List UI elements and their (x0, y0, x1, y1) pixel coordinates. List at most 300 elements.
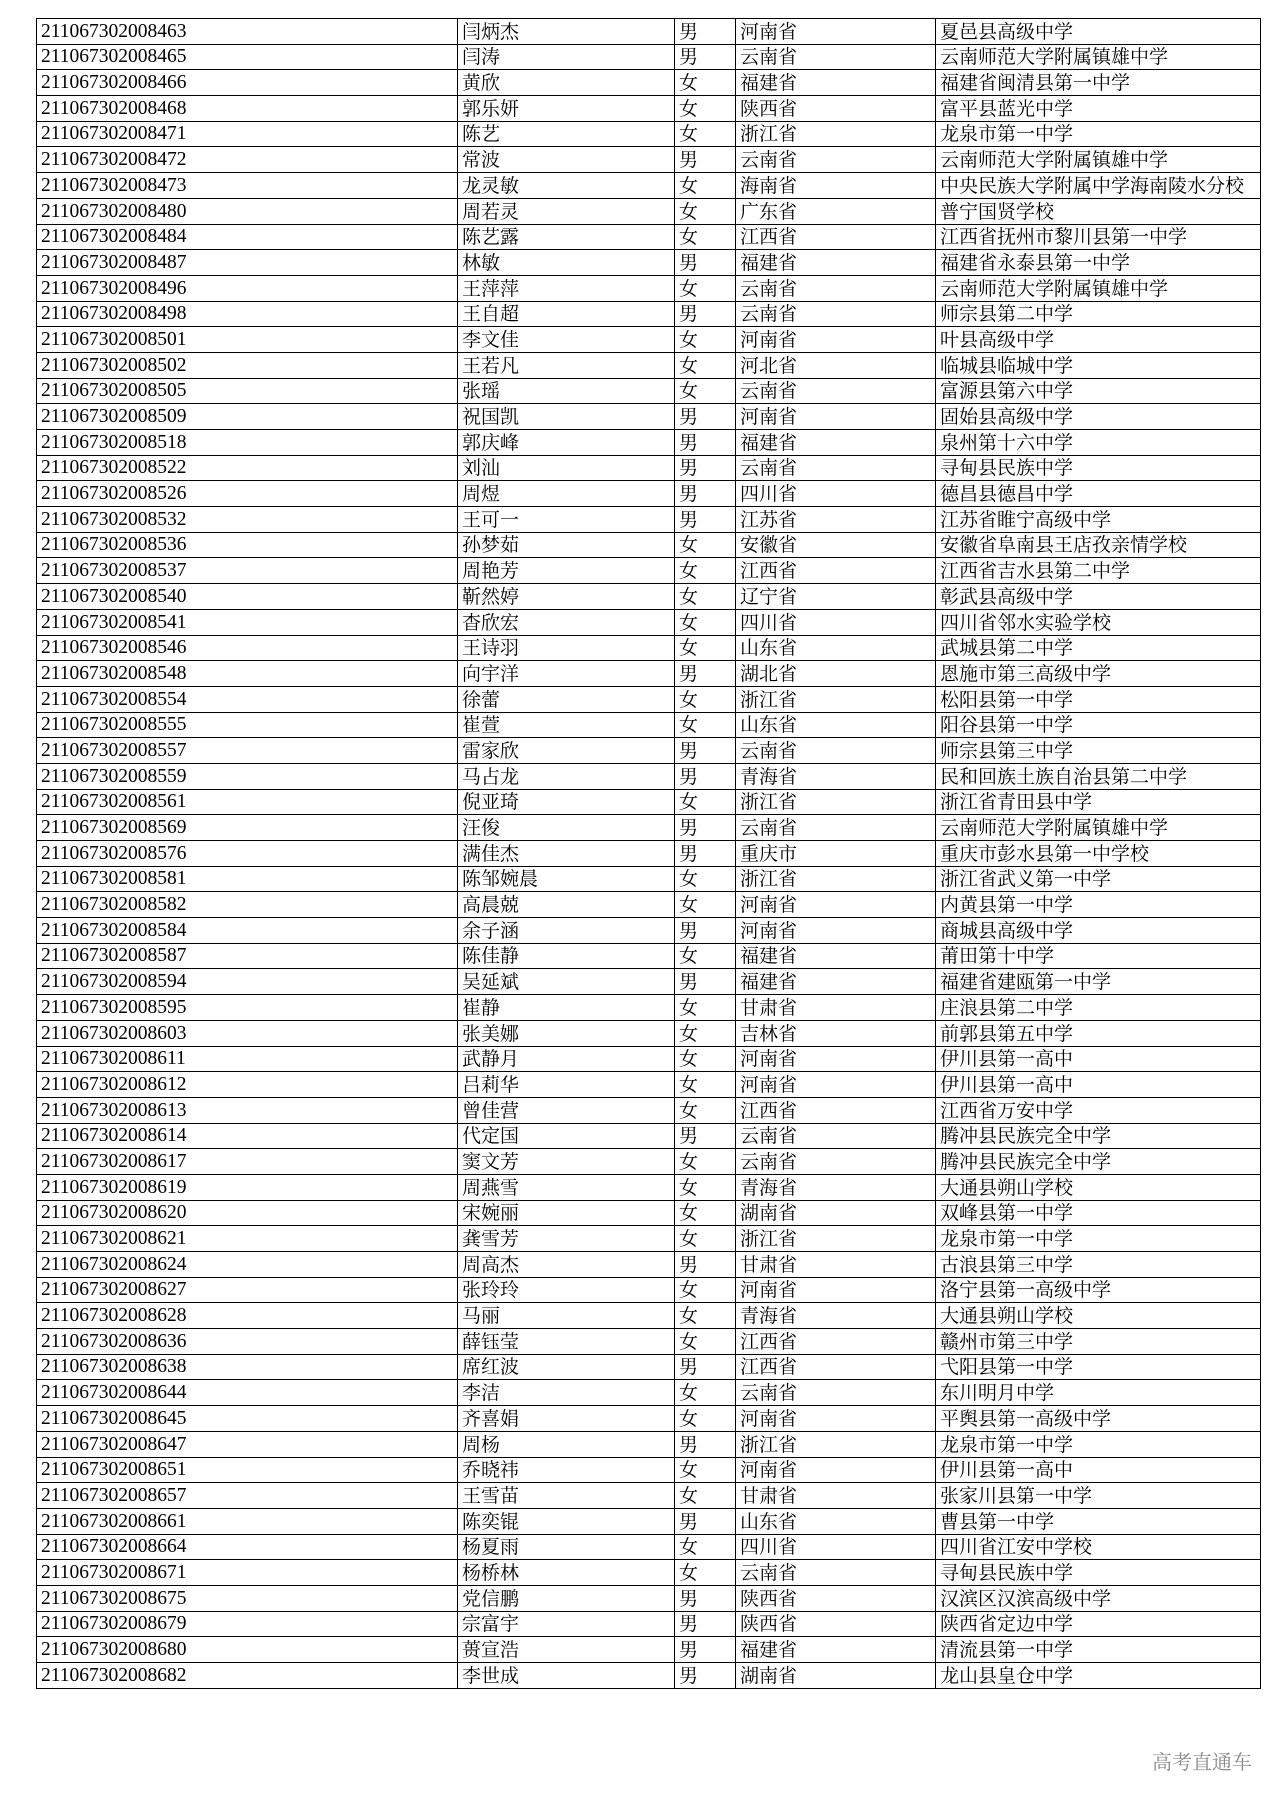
school-cell: 陕西省定边中学 (936, 1611, 1261, 1637)
student-name-cell: 马占龙 (458, 763, 675, 789)
province-cell: 河南省 (736, 1457, 936, 1483)
exam-number-cell: 211067302008664 (37, 1534, 458, 1560)
exam-number-cell: 211067302008484 (37, 224, 458, 250)
exam-number-cell: 211067302008468 (37, 96, 458, 122)
gender-cell: 女 (675, 198, 736, 224)
school-cell: 福建省闽清县第一中学 (936, 70, 1261, 96)
exam-number-cell: 211067302008594 (37, 969, 458, 995)
student-name-cell: 郭庆峰 (458, 430, 675, 456)
gender-cell: 女 (675, 558, 736, 584)
student-name-cell: 崔静 (458, 995, 675, 1021)
exam-number-cell: 211067302008546 (37, 635, 458, 661)
province-cell: 浙江省 (736, 686, 936, 712)
gender-cell: 女 (675, 96, 736, 122)
student-name-cell: 孙梦茹 (458, 532, 675, 558)
gender-cell: 女 (675, 224, 736, 250)
province-cell: 福建省 (736, 250, 936, 276)
school-cell: 德昌县德昌中学 (936, 481, 1261, 507)
exam-number-cell: 211067302008463 (37, 19, 458, 45)
exam-number-cell: 211067302008555 (37, 712, 458, 738)
table-row (37, 1611, 1261, 1637)
student-name-cell: 周燕雪 (458, 1174, 675, 1200)
province-cell: 青海省 (736, 763, 936, 789)
gender-cell: 女 (675, 1277, 736, 1303)
student-name-cell: 宋婉丽 (458, 1200, 675, 1226)
school-cell: 江西省吉水县第二中学 (936, 558, 1261, 584)
province-cell: 江西省 (736, 558, 936, 584)
exam-number-cell: 211067302008569 (37, 815, 458, 841)
table-row (37, 430, 1261, 456)
province-cell: 云南省 (736, 378, 936, 404)
school-cell: 民和回族土族自治县第二中学 (936, 763, 1261, 789)
gender-cell: 女 (675, 1329, 736, 1355)
school-cell: 内黄县第一中学 (936, 892, 1261, 918)
province-cell: 河南省 (736, 892, 936, 918)
table-row (37, 1277, 1261, 1303)
table-row (37, 198, 1261, 224)
exam-number-cell: 211067302008587 (37, 943, 458, 969)
province-cell: 重庆市 (736, 841, 936, 867)
student-name-cell: 李洁 (458, 1380, 675, 1406)
exam-number-cell: 211067302008647 (37, 1431, 458, 1457)
school-cell: 江苏省睢宁高级中学 (936, 507, 1261, 533)
gender-cell: 女 (675, 1534, 736, 1560)
school-cell: 富平县蓝光中学 (936, 96, 1261, 122)
table-row (37, 378, 1261, 404)
school-cell: 寻甸县民族中学 (936, 455, 1261, 481)
table-row (37, 96, 1261, 122)
table-row (37, 1123, 1261, 1149)
table-row (37, 404, 1261, 430)
gender-cell: 男 (675, 147, 736, 173)
school-cell: 师宗县第二中学 (936, 301, 1261, 327)
gender-cell: 男 (675, 481, 736, 507)
student-name-cell: 曾佳营 (458, 1097, 675, 1123)
student-name-cell: 龚雪芳 (458, 1226, 675, 1252)
gender-cell: 女 (675, 995, 736, 1021)
gender-cell: 女 (675, 327, 736, 353)
gender-cell: 男 (675, 250, 736, 276)
table-row (37, 1174, 1261, 1200)
student-name-cell: 乔晓祎 (458, 1457, 675, 1483)
exam-number-cell: 211067302008682 (37, 1663, 458, 1689)
student-name-cell: 杨桥林 (458, 1560, 675, 1586)
student-name-cell: 李世成 (458, 1663, 675, 1689)
school-cell: 云南师范大学附属镇雄中学 (936, 275, 1261, 301)
exam-number-cell: 211067302008628 (37, 1303, 458, 1329)
gender-cell: 男 (675, 1637, 736, 1663)
exam-number-cell: 211067302008614 (37, 1123, 458, 1149)
province-cell: 江西省 (736, 1354, 936, 1380)
province-cell: 安徽省 (736, 532, 936, 558)
exam-number-cell: 211067302008619 (37, 1174, 458, 1200)
exam-number-cell: 211067302008505 (37, 378, 458, 404)
province-cell: 湖南省 (736, 1200, 936, 1226)
exam-number-cell: 211067302008679 (37, 1611, 458, 1637)
student-name-cell: 陈艺 (458, 121, 675, 147)
student-name-cell: 高晨兢 (458, 892, 675, 918)
gender-cell: 女 (675, 1046, 736, 1072)
table-row (37, 789, 1261, 815)
school-cell: 龙泉市第一中学 (936, 1226, 1261, 1252)
exam-number-cell: 211067302008680 (37, 1637, 458, 1663)
gender-cell: 男 (675, 1508, 736, 1534)
province-cell: 云南省 (736, 738, 936, 764)
school-cell: 张家川县第一中学 (936, 1483, 1261, 1509)
gender-cell: 男 (675, 738, 736, 764)
gender-cell: 女 (675, 1560, 736, 1586)
exam-number-cell: 211067302008636 (37, 1329, 458, 1355)
school-cell: 汉滨区汉滨高级中学 (936, 1585, 1261, 1611)
table-row (37, 1457, 1261, 1483)
province-cell: 辽宁省 (736, 584, 936, 610)
exam-number-cell: 211067302008537 (37, 558, 458, 584)
school-cell: 夏邑县高级中学 (936, 19, 1261, 45)
gender-cell: 女 (675, 789, 736, 815)
student-name-cell: 王诗羽 (458, 635, 675, 661)
student-name-cell: 闫炳杰 (458, 19, 675, 45)
exam-number-cell: 211067302008472 (37, 147, 458, 173)
student-name-cell: 李文佳 (458, 327, 675, 353)
exam-number-cell: 211067302008624 (37, 1252, 458, 1278)
table-row (37, 532, 1261, 558)
school-cell: 普宁国贤学校 (936, 198, 1261, 224)
student-name-cell: 周高杰 (458, 1252, 675, 1278)
province-cell: 四川省 (736, 481, 936, 507)
school-cell: 东川明月中学 (936, 1380, 1261, 1406)
gender-cell: 男 (675, 1123, 736, 1149)
gender-cell: 女 (675, 70, 736, 96)
exam-number-cell: 211067302008576 (37, 841, 458, 867)
table-row (37, 455, 1261, 481)
exam-number-cell: 211067302008496 (37, 275, 458, 301)
gender-cell: 男 (675, 763, 736, 789)
exam-number-cell: 211067302008627 (37, 1277, 458, 1303)
province-cell: 陕西省 (736, 96, 936, 122)
school-cell: 泉州第十六中学 (936, 430, 1261, 456)
school-cell: 师宗县第三中学 (936, 738, 1261, 764)
student-name-cell: 张瑶 (458, 378, 675, 404)
school-cell: 四川省江安中学校 (936, 1534, 1261, 1560)
student-name-cell: 代定国 (458, 1123, 675, 1149)
exam-number-cell: 211067302008509 (37, 404, 458, 430)
school-cell: 重庆市彭水县第一中学校 (936, 841, 1261, 867)
table-row (37, 275, 1261, 301)
gender-cell: 男 (675, 1663, 736, 1689)
table-row (37, 635, 1261, 661)
province-cell: 湖南省 (736, 1663, 936, 1689)
gender-cell: 女 (675, 1174, 736, 1200)
student-name-cell: 张美娜 (458, 1020, 675, 1046)
school-cell: 安徽省阜南县王店孜亲情学校 (936, 532, 1261, 558)
table-row (37, 507, 1261, 533)
exam-number-cell: 211067302008532 (37, 507, 458, 533)
province-cell: 甘肃省 (736, 1483, 936, 1509)
school-cell: 腾冲县民族完全中学 (936, 1149, 1261, 1175)
school-cell: 大通县朔山学校 (936, 1303, 1261, 1329)
student-name-cell: 常波 (458, 147, 675, 173)
table-row (37, 70, 1261, 96)
school-cell: 福建省永泰县第一中学 (936, 250, 1261, 276)
gender-cell: 男 (675, 1611, 736, 1637)
table-row (37, 815, 1261, 841)
school-cell: 固始县高级中学 (936, 404, 1261, 430)
gender-cell: 女 (675, 892, 736, 918)
province-cell: 云南省 (736, 275, 936, 301)
gender-cell: 女 (675, 1149, 736, 1175)
gender-cell: 女 (675, 275, 736, 301)
exam-number-cell: 211067302008644 (37, 1380, 458, 1406)
gender-cell: 男 (675, 507, 736, 533)
school-cell: 双峰县第一中学 (936, 1200, 1261, 1226)
exam-number-cell: 211067302008540 (37, 584, 458, 610)
student-name-cell: 陈艺露 (458, 224, 675, 250)
province-cell: 江西省 (736, 1329, 936, 1355)
province-cell: 河南省 (736, 404, 936, 430)
gender-cell: 男 (675, 301, 736, 327)
province-cell: 海南省 (736, 173, 936, 199)
roster-sheet (36, 18, 1260, 1689)
exam-number-cell: 211067302008675 (37, 1585, 458, 1611)
table-row (37, 1020, 1261, 1046)
exam-number-cell: 211067302008498 (37, 301, 458, 327)
province-cell: 云南省 (736, 1149, 936, 1175)
province-cell: 青海省 (736, 1174, 936, 1200)
student-name-cell: 王雪苗 (458, 1483, 675, 1509)
gender-cell: 男 (675, 661, 736, 687)
gender-cell: 女 (675, 686, 736, 712)
student-name-cell: 王自超 (458, 301, 675, 327)
table-row (37, 892, 1261, 918)
school-cell: 赣州市第三中学 (936, 1329, 1261, 1355)
gender-cell: 女 (675, 1406, 736, 1432)
table-row (37, 1508, 1261, 1534)
student-name-cell: 黄欣 (458, 70, 675, 96)
school-cell: 商城县高级中学 (936, 918, 1261, 944)
gender-cell: 男 (675, 969, 736, 995)
school-cell: 恩施市第三高级中学 (936, 661, 1261, 687)
school-cell: 福建省建瓯第一中学 (936, 969, 1261, 995)
table-row (37, 1226, 1261, 1252)
province-cell: 浙江省 (736, 121, 936, 147)
student-name-cell: 徐蕾 (458, 686, 675, 712)
exam-number-cell: 211067302008651 (37, 1457, 458, 1483)
table-row (37, 224, 1261, 250)
school-cell: 叶县高级中学 (936, 327, 1261, 353)
school-cell: 松阳县第一中学 (936, 686, 1261, 712)
student-name-cell: 周若灵 (458, 198, 675, 224)
student-name-cell: 向宇洋 (458, 661, 675, 687)
school-cell: 莆田第十中学 (936, 943, 1261, 969)
student-name-cell: 齐喜娟 (458, 1406, 675, 1432)
exam-number-cell: 211067302008595 (37, 995, 458, 1021)
gender-cell: 男 (675, 841, 736, 867)
school-cell: 伊川县第一高中 (936, 1457, 1261, 1483)
exam-number-cell: 211067302008502 (37, 352, 458, 378)
exam-number-cell: 211067302008518 (37, 430, 458, 456)
student-name-cell: 吴延斌 (458, 969, 675, 995)
school-cell: 彰武县高级中学 (936, 584, 1261, 610)
table-row (37, 1072, 1261, 1098)
student-name-cell: 林敏 (458, 250, 675, 276)
table-row (37, 327, 1261, 353)
gender-cell: 女 (675, 712, 736, 738)
province-cell: 河南省 (736, 19, 936, 45)
table-row (37, 1534, 1261, 1560)
gender-cell: 女 (675, 1303, 736, 1329)
exam-number-cell: 211067302008487 (37, 250, 458, 276)
school-cell: 云南师范大学附属镇雄中学 (936, 815, 1261, 841)
roster-body (37, 19, 1261, 1689)
table-row (37, 1354, 1261, 1380)
province-cell: 甘肃省 (736, 1252, 936, 1278)
province-cell: 广东省 (736, 198, 936, 224)
school-cell: 龙泉市第一中学 (936, 1431, 1261, 1457)
province-cell: 云南省 (736, 1380, 936, 1406)
table-row (37, 44, 1261, 70)
student-name-cell: 张玲玲 (458, 1277, 675, 1303)
gender-cell: 女 (675, 1200, 736, 1226)
gender-cell: 女 (675, 584, 736, 610)
province-cell: 江西省 (736, 224, 936, 250)
table-row (37, 1585, 1261, 1611)
province-cell: 浙江省 (736, 789, 936, 815)
table-row (37, 866, 1261, 892)
gender-cell: 男 (675, 918, 736, 944)
exam-number-cell: 211067302008466 (37, 70, 458, 96)
student-name-cell: 吕莉华 (458, 1072, 675, 1098)
exam-number-cell: 211067302008581 (37, 866, 458, 892)
province-cell: 青海省 (736, 1303, 936, 1329)
exam-number-cell: 211067302008582 (37, 892, 458, 918)
roster-table (36, 18, 1261, 1689)
school-cell: 武城县第二中学 (936, 635, 1261, 661)
province-cell: 陕西省 (736, 1611, 936, 1637)
table-row (37, 301, 1261, 327)
student-name-cell: 闫涛 (458, 44, 675, 70)
gender-cell: 女 (675, 1097, 736, 1123)
school-cell: 前郭县第五中学 (936, 1020, 1261, 1046)
school-cell: 富源县第六中学 (936, 378, 1261, 404)
table-row (37, 918, 1261, 944)
school-cell: 庄浪县第二中学 (936, 995, 1261, 1021)
gender-cell: 女 (675, 532, 736, 558)
table-row (37, 250, 1261, 276)
gender-cell: 男 (675, 404, 736, 430)
province-cell: 江苏省 (736, 507, 936, 533)
school-cell: 龙山县皇仓中学 (936, 1663, 1261, 1689)
exam-number-cell: 211067302008661 (37, 1508, 458, 1534)
school-cell: 云南师范大学附属镇雄中学 (936, 147, 1261, 173)
exam-number-cell: 211067302008548 (37, 661, 458, 687)
school-cell: 临城县临城中学 (936, 352, 1261, 378)
gender-cell: 女 (675, 1020, 736, 1046)
school-cell: 伊川县第一高中 (936, 1072, 1261, 1098)
student-name-cell: 周杨 (458, 1431, 675, 1457)
gender-cell: 女 (675, 352, 736, 378)
student-name-cell: 党信鹏 (458, 1585, 675, 1611)
exam-number-cell: 211067302008561 (37, 789, 458, 815)
exam-number-cell: 211067302008501 (37, 327, 458, 353)
table-row (37, 352, 1261, 378)
student-name-cell: 龙灵敏 (458, 173, 675, 199)
table-row (37, 481, 1261, 507)
student-name-cell: 陈邹婉晨 (458, 866, 675, 892)
table-row (37, 609, 1261, 635)
exam-number-cell: 211067302008611 (37, 1046, 458, 1072)
gender-cell: 女 (675, 635, 736, 661)
gender-cell: 男 (675, 1431, 736, 1457)
student-name-cell: 杨夏雨 (458, 1534, 675, 1560)
exam-number-cell: 211067302008522 (37, 455, 458, 481)
student-name-cell: 余子涵 (458, 918, 675, 944)
gender-cell: 女 (675, 121, 736, 147)
exam-number-cell: 211067302008613 (37, 1097, 458, 1123)
province-cell: 陕西省 (736, 1585, 936, 1611)
student-name-cell: 武静月 (458, 1046, 675, 1072)
table-row (37, 121, 1261, 147)
province-cell: 河南省 (736, 1072, 936, 1098)
province-cell: 河南省 (736, 1406, 936, 1432)
province-cell: 甘肃省 (736, 995, 936, 1021)
school-cell: 古浪县第三中学 (936, 1252, 1261, 1278)
province-cell: 云南省 (736, 44, 936, 70)
student-name-cell: 窦文芳 (458, 1149, 675, 1175)
student-name-cell: 杳欣宏 (458, 609, 675, 635)
school-cell: 龙泉市第一中学 (936, 121, 1261, 147)
table-row (37, 969, 1261, 995)
exam-number-cell: 211067302008480 (37, 198, 458, 224)
province-cell: 河南省 (736, 918, 936, 944)
school-cell: 云南师范大学附属镇雄中学 (936, 44, 1261, 70)
table-row (37, 584, 1261, 610)
province-cell: 云南省 (736, 815, 936, 841)
student-name-cell: 靳然婷 (458, 584, 675, 610)
table-row (37, 1406, 1261, 1432)
school-cell: 曹县第一中学 (936, 1508, 1261, 1534)
student-name-cell: 马丽 (458, 1303, 675, 1329)
province-cell: 福建省 (736, 943, 936, 969)
table-row (37, 1560, 1261, 1586)
student-name-cell: 周艳芳 (458, 558, 675, 584)
school-cell: 弋阳县第一中学 (936, 1354, 1261, 1380)
province-cell: 江西省 (736, 1097, 936, 1123)
table-row (37, 1637, 1261, 1663)
gender-cell: 男 (675, 430, 736, 456)
student-name-cell: 陈奕锟 (458, 1508, 675, 1534)
table-row (37, 1252, 1261, 1278)
table-row (37, 1097, 1261, 1123)
province-cell: 云南省 (736, 301, 936, 327)
exam-number-cell: 211067302008617 (37, 1149, 458, 1175)
province-cell: 云南省 (736, 1123, 936, 1149)
table-row (37, 686, 1261, 712)
student-name-cell: 王若凡 (458, 352, 675, 378)
watermark-text: 高考直通车 (1152, 1750, 1252, 1774)
gender-cell: 女 (675, 378, 736, 404)
exam-number-cell: 211067302008473 (37, 173, 458, 199)
province-cell: 河南省 (736, 1046, 936, 1072)
gender-cell: 女 (675, 1457, 736, 1483)
province-cell: 浙江省 (736, 1226, 936, 1252)
province-cell: 福建省 (736, 1637, 936, 1663)
gender-cell: 女 (675, 609, 736, 635)
student-name-cell: 王可一 (458, 507, 675, 533)
student-name-cell: 祝国凯 (458, 404, 675, 430)
student-name-cell: 薛钰莹 (458, 1329, 675, 1355)
school-cell: 大通县朔山学校 (936, 1174, 1261, 1200)
province-cell: 河南省 (736, 327, 936, 353)
